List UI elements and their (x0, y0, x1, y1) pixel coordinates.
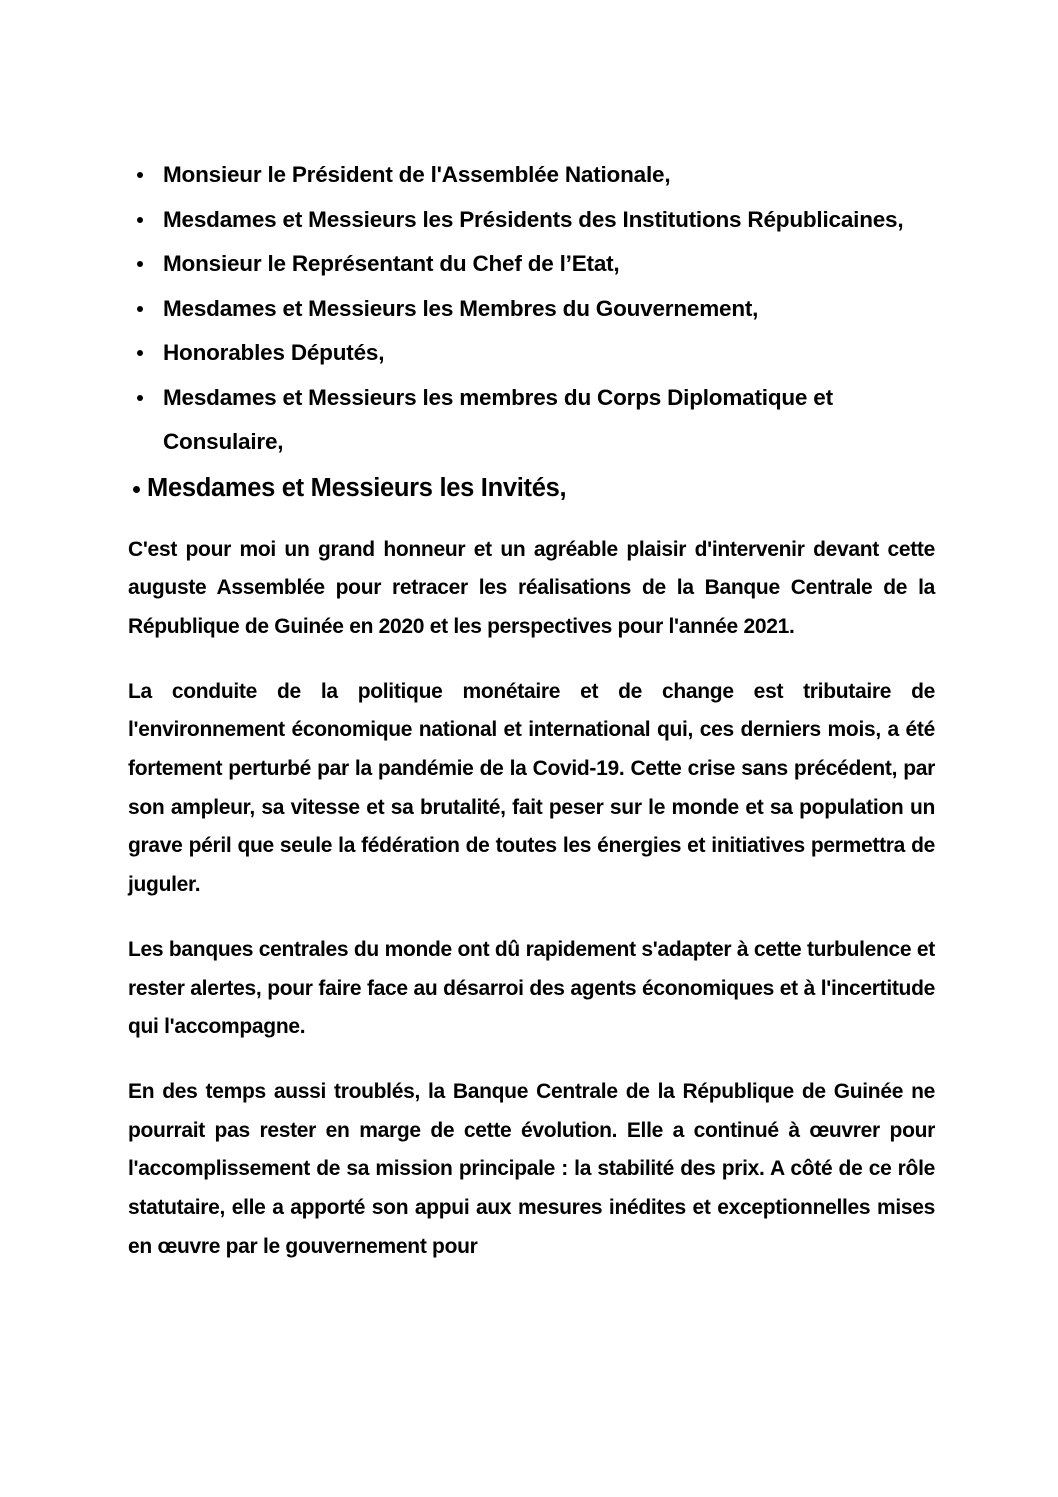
paragraph-intro: C'est pour moi un grand honneur et un agréable plaisir d'intervenir devant cette auguste Assemblée pour retracer les réalisations de la Banque Centrale de la République de Guinée en 2020 et les perspectives pour l'année 2021. (128, 537, 935, 638)
salutation-item (128, 242, 935, 287)
salutation-text: Mesdames et Messieurs les Membres du Gouvernement, (163, 295, 759, 321)
salutation-text: Mesdames et Messieurs les Présidents des Institutions Républicaines, (163, 206, 904, 232)
bullet-icon (137, 261, 143, 267)
salutation-item-final (128, 465, 935, 511)
bullet-icon (137, 395, 143, 401)
paragraph-bcrg-mission: En des temps aussi troublés, la Banque Centrale de la République de Guinée ne pourrait pas rester en marge de cette évolution. Elle a continué à œuvrer pour l'accomplissement de sa mission principale : la stabilité des prix. A côté de ce rôle statutaire, elle a apporté son appui aux mesures inédites et exceptionnelles mises en œuvre par le gouvernement pour (128, 1079, 935, 1258)
salutation-item (128, 287, 935, 332)
salutation-item (128, 376, 935, 465)
salutation-item (128, 153, 935, 198)
bullet-icon (137, 172, 143, 178)
bullet-icon (133, 486, 140, 493)
bullet-icon (137, 306, 143, 312)
paragraph-monetary-policy: La conduite de la politique monétaire et de change est tributaire de l'environnement économique national et international qui, ces derniers mois, a été fortement perturbé par la pandémie de la Covid-19. Cette crise sans précédent, par son ampleur, sa vitesse et sa brutalité, fait peser sur le monde et sa population un grave péril que seule la fédération de toutes les énergies et initiatives permettra de juguler. (128, 679, 935, 897)
salutation-text: Honorables Députés, (163, 340, 385, 365)
salutation-text: Mesdames et Messieurs les membres du Corps Diplomatique et Consulaire, (163, 384, 833, 454)
salutation-text: Mesdames et Messieurs les Invités, (147, 473, 567, 502)
salutation-text: Monsieur le Président de l'Assemblée Nationale, (163, 162, 671, 187)
salutation-item (128, 198, 935, 243)
salutation-list (128, 153, 935, 511)
bullet-icon (137, 217, 143, 223)
salutation-text: Monsieur le Représentant du Chef de l’Etat, (163, 251, 620, 276)
bullet-icon (137, 350, 143, 356)
salutation-item (128, 331, 935, 376)
paragraph-central-banks: Les banques centrales du monde ont dû rapidement s'adapter à cette turbulence et rester alertes, pour faire face au désarroi des agents économiques et à l'incertitude qui l'accompagne. (128, 937, 935, 1039)
